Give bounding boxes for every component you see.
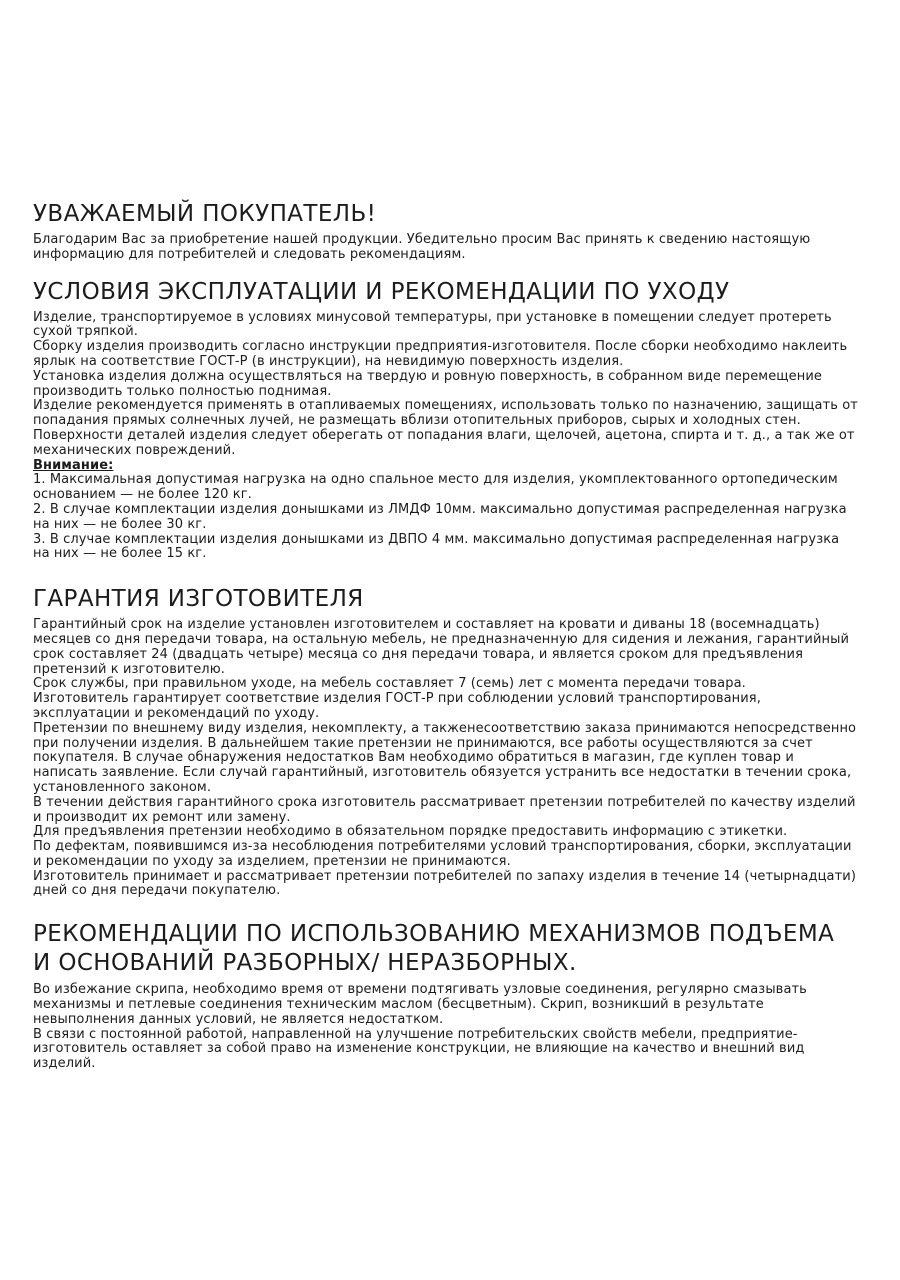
- attention-item: 1. Максимальная допустимая нагрузка на одно спальное место для изделия, укомплектованного ортопедическим основанием — не более 120 кг.: [33, 472, 838, 503]
- usage-paragraph: Поверхности деталей изделия следует оберегать от попадания влаги, щелочей, ацетона, спирта и т. д., а так же от механических повреждений.: [33, 427, 855, 458]
- section-warranty: [33, 586, 858, 899]
- attention-item: 3. В случае комплектации изделия донышками из ДВПО 4 мм. максимально допустимая распределенная нагрузка на них — не более 15 кг.: [33, 531, 840, 562]
- usage-paragraph: Изделие, транспортируемое в условиях минусовой температуры, при установке в помещении следует протереть сухой тряпкой.: [33, 309, 832, 340]
- mechanisms-paragraph: В связи с постоянной работой, направленной на улучшение потребительских свойств мебели, предприятие-изготовитель оставляет за собой право на изменение конструкции, не влияющие на качество и внешний вид изделий.: [33, 1026, 805, 1072]
- mechanisms-paragraph: Во избежание скрипа, необходимо время от времени подтягивать узловые соединения, регулярно смазывать механизмы и петлевые соединения техническим маслом (бесцветным). Скрип, возникший в результате невыполнения данных условий, не является недостатком.: [33, 982, 807, 1027]
- usage-paragraph: Изделие рекомендуется применять в отапливаемых помещениях, использовать только по назначению, защищать от попадания прямых солнечных лучей, не размещать вблизи отопительных приборов, сырых и холодных стен.: [33, 398, 858, 429]
- section-lift-mechanisms: [33, 920, 858, 1072]
- mechanisms-heading: РЕКОМЕНДАЦИИ ПО ИСПОЛЬЗОВАНИЮ МЕХАНИЗМОВ ПОДЪЕМА И ОСНОВАНИЙ РАЗБОРНЫХ/ НЕРАЗБОРНЫХ.: [33, 921, 835, 977]
- section-greeting: [33, 201, 858, 263]
- warranty-paragraph: Срок службы, при правильном уходе, на мебель составляет 7 (семь) лет с момента передачи товара.: [33, 676, 746, 692]
- warranty-paragraph: Изготовитель принимает и рассматривает претензии потребителей по запаху изделия в течение 14 (четырнадцати) дней со дня передачи покупателю.: [33, 868, 856, 899]
- warranty-paragraph: Претензии по внешнему виду изделия, некомплекту, а такженесоответствию заказа принимаются непосредственно при получении изделия. В дальнейшем такие претензии не принимаются, все работы осуществляются за счет покупателя. В случае обнаружения недостатков Вам необходимо обратиться в магазин, где куплен товар и написать заявление. Если случай гарантийный, изготовитель обязуется устранить все недостатки в течении срока, установленного законом.: [33, 720, 857, 795]
- warranty-paragraph: Для предъявления претензии необходимо в обязательном порядке предоставить информацию с этикетки.: [33, 824, 788, 840]
- attention-label: Внимание:: [33, 457, 114, 473]
- warranty-paragraph: Гарантийный срок на изделие установлен изготовителем и составляет на кровати и диваны 18 (восемнадцать) месяцев со дня передачи товара, на остальную мебель, не предназначенную для сидения и лежания, гарантийный срок составляет 24 (двадцать четыре) месяца со дня передачи товара, и является сроком для предъявления претензий к изготовителю.: [33, 617, 850, 677]
- usage-paragraph: Сборку изделия производить согласно инструкции предприятия-изготовителя. После сборки необходимо наклеить ярлык на соответствие ГОСТ-Р (в инструкции), на невидимую поверхность изделия.: [33, 339, 848, 369]
- attention-item: 2. В случае комплектации изделия донышками из ЛМДФ 10мм. максимально допустимая распределенная нагрузка на них — не более 30 кг.: [33, 501, 847, 532]
- warranty-paragraph: Изготовитель гарантирует соответствие изделия ГОСТ-Р при соблюдении условий транспортирования, эксплуатации и рекомендаций по уходу.: [33, 691, 761, 721]
- warranty-paragraph: По дефектам, появившимся из-за несоблюдения потребителями условий транспортирования, сборки, эксплуатации и рекомендации по уходу за изделием, претензии не принимаются.: [33, 839, 852, 869]
- warranty-heading: ГАРАНТИЯ ИЗГОТОВИТЕЛЯ: [33, 586, 364, 613]
- usage-heading: УСЛОВИЯ ЭКСПЛУАТАЦИИ И РЕКОМЕНДАЦИИ ПО УХОДУ: [33, 278, 730, 305]
- greeting-heading: УВАЖАЕМЫЙ ПОКУПАТЕЛЬ!: [33, 201, 377, 227]
- warranty-paragraph: В течении действия гарантийного срока изготовитель рассматривает претензии потребителей по качеству изделий и производит их ремонт или замену.: [33, 794, 856, 825]
- usage-paragraph: Установка изделия должна осуществляться на твердую и ровную поверхность, в собранном виде перемещение производить только полностью поднимая.: [33, 368, 822, 399]
- greeting-paragraph: Благодарим Вас за приобретение нашей продукции. Убедительно просим Вас принять к сведению настоящую информацию для потребителей и следовать рекомендациям.: [33, 232, 811, 262]
- section-usage-conditions: [33, 279, 858, 563]
